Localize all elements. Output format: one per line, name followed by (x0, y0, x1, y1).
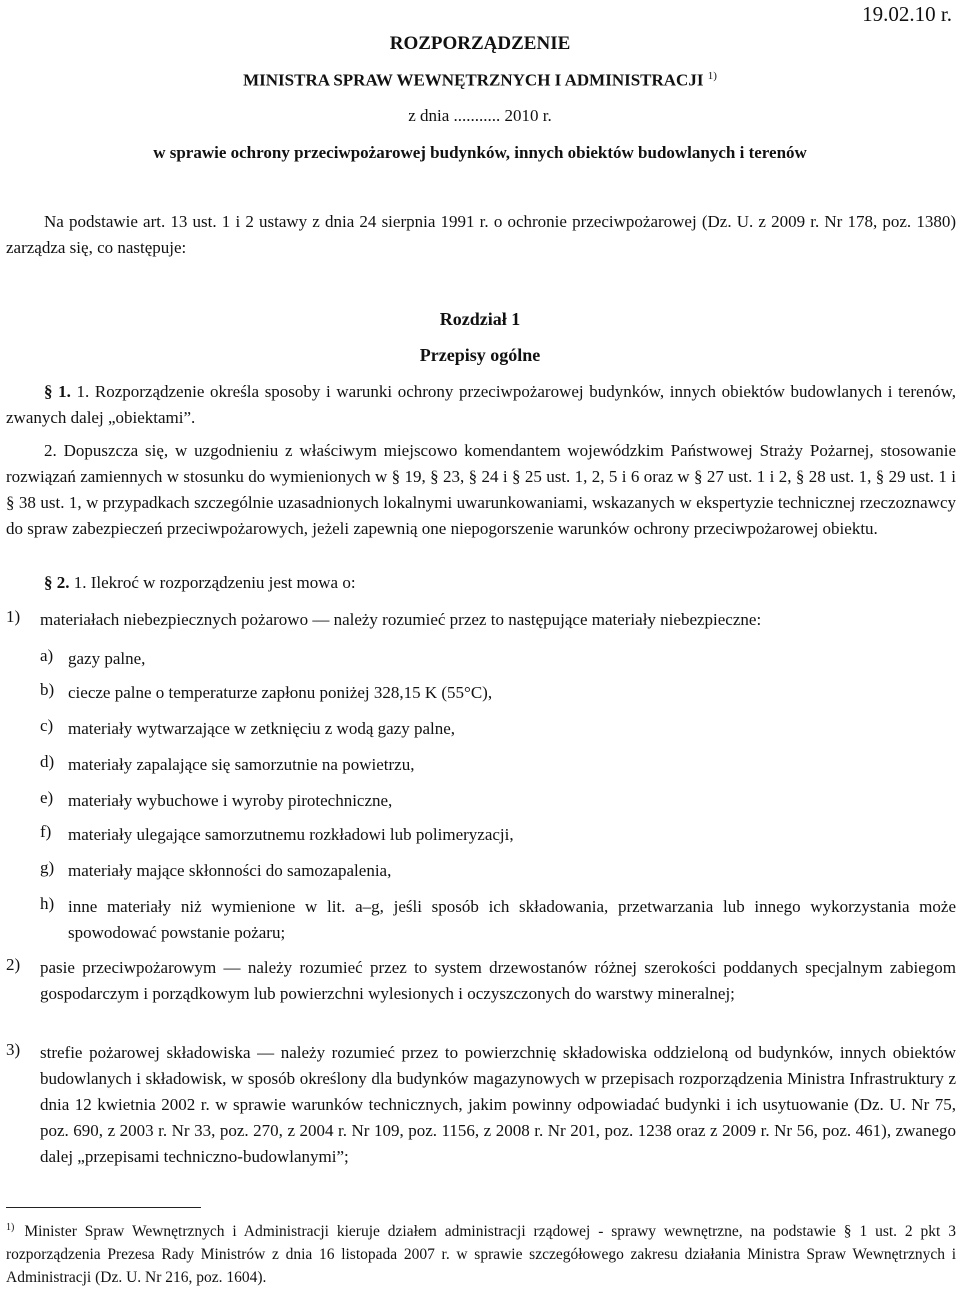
material-text: materiały ulegające samorzutnemu rozkładowi lub polimeryzacji, (68, 825, 514, 844)
section-1-para-2: 2. Dopuszcza się, w uzgodnieniu z właściwym miejscowo komendantem wojewódzkim Państwowej Straży Pożarnej, stosowanie rozwiązań zamiennych w stosunku do wymienionych w § 19, § 23, § 24 i § 25 ust. 1, 2, 5 i 6 oraz w § 27 ust. 1 i 2, § 28 ust. 1, § 29 ust. 1 i § 38 ust. 1, w przypadkach szczególnie uzasadnionych lokalnymi uwarunkowaniami, wskazanych w ekspertyzie technicznej rzeczoznawcy do spraw zabezpieczeń przeciwpożarowych, jeżeli zapewnią one niepogorszenie warunków ochrony przeciwpożarowej obiektu. (6, 441, 956, 538)
material-text: gazy palne, (68, 649, 146, 668)
preamble: Na podstawie art. 13 ust. 1 i 2 ustawy z dnia 24 sierpnia 1991 r. o ochronie przeciwpożarowej (Dz. U. z 2009 r. Nr 178, poz. 1380) zarządza się, co następuje: (6, 212, 956, 257)
material-item (40, 646, 956, 672)
chapter-label: Rozdział 1 (439, 309, 521, 329)
material-item (40, 788, 956, 814)
material-item (40, 752, 956, 778)
material-letter: b) (40, 680, 55, 699)
material-item (40, 680, 956, 706)
material-text: materiały mające skłonności do samozapalenia, (68, 861, 392, 880)
material-item (40, 858, 956, 884)
material-text: materiały wytwarzające w zetknięciu z wodą gazy palne, (68, 719, 456, 738)
footnote-separator (6, 1207, 201, 1208)
material-text: materiały wybuchowe i wyroby pirotechniczne, (68, 791, 393, 810)
material-letter: c) (40, 716, 54, 735)
footnote-mark: 1) (6, 1222, 15, 1233)
material-item (40, 894, 956, 946)
material-letter: a) (40, 646, 54, 665)
definition-text: materiałach niebezpiecznych pożarowo — należy rozumieć przez to następujące materiały niebezpieczne: (40, 610, 762, 629)
definition-item (6, 955, 956, 1007)
definition-item (6, 1040, 956, 1170)
material-item (40, 822, 956, 848)
definition-text: strefie pożarowej składowiska — należy rozumieć przez to powierzchnię składowiska oddzieloną od budynków, innych obiektów budowlanych i składowisk, w sposób określony dla budynków magazynowych w przepisach rozporządzenia Ministra Infrastruktury z dnia 12 kwietnia 2002 r. w sprawie warunków technicznych, jakim powinny odpowiadać budynki i ich usytuowanie (Dz. U. Nr 75, poz. 690, z 2003 r. Nr 33, poz. 270, z 2004 r. Nr 109, poz. 1156, z 2008 r. Nr 201, poz. 1238 oraz z 2009 r. Nr 56, poz. 461), zwanego dalej „przepisami techniczno-budowlanymi”; (40, 1043, 956, 1166)
material-letter: e) (40, 788, 54, 807)
issuer-name: MINISTRA SPRAW WEWNĘTRZNYCH I ADMINISTRACJI (243, 70, 704, 90)
section-1-text: 1. Rozporządzenie określa sposoby i warunki ochrony przeciwpożarowej budynków, innych obiektów budowlanych i terenów, zwanych dalej „obiektami”. (6, 382, 957, 427)
definition-number: 1) (6, 607, 21, 626)
document-subject: w sprawie ochrony przeciwpożarowej budynków, innych obiektów budowlanych i terenów (153, 143, 807, 162)
chapter-title: Przepisy ogólne (419, 345, 541, 365)
material-letter: f) (40, 822, 52, 841)
section-2-number: § 2. (44, 573, 70, 592)
material-text: materiały zapalające się samorzutnie na powietrzu, (68, 755, 415, 774)
document-title: ROZPORZĄDZENIE (389, 33, 571, 54)
definition-text: pasie przeciwpożarowym — należy rozumieć przez to system drzewostanów różnej szerokości poddanych specjalnym zabiegom gospodarczym i porządkowym lub powierzchni wylesionych i oczyszczonych do warstwy mineralnej; (40, 958, 956, 1003)
section-1-para-1 (6, 379, 956, 431)
document-date: 19.02.10 r. (862, 2, 952, 26)
material-letter: h) (40, 894, 55, 913)
material-letter: g) (40, 858, 55, 877)
footnote-text: Minister Spraw Wewnętrznych i Administracji kieruje działem administracji rządowej - sprawy wewnętrzne, na podstawie § 1 ust. 2 pkt 3 rozporządzenia Prezesa Rady Ministrów z dnia 16 listopada 2007 r. w sprawie szczegółowego zakresu działania Ministra Spraw Wewnętrznych i Administracji (Dz. U. Nr 216, poz. 1604). (6, 1223, 956, 1287)
footnote (6, 1216, 956, 1289)
material-text: inne materiały niż wymienione w lit. a–g, jeśli sposób ich składowania, przetwarzania lub innego wykorzystania może spowodować powstanie pożaru; (68, 897, 956, 942)
issuer-line (0, 70, 960, 91)
material-text: ciecze palne o temperaturze zapłonu poniżej 328,15 K (55°C), (68, 683, 493, 702)
section-2-text: 1. Ilekroć w rozporządzeniu jest mowa o: (73, 573, 356, 592)
footnote-reference[interactable]: 1) (707, 70, 717, 82)
material-item (40, 716, 956, 742)
section-1-number: § 1. (44, 382, 71, 401)
definition-item (6, 607, 956, 633)
definition-number: 3) (6, 1040, 21, 1059)
definition-number: 2) (6, 955, 21, 974)
section-2-para-1 (44, 573, 356, 593)
document-dated: z dnia ........... 2010 r. (408, 106, 552, 125)
material-letter: d) (40, 752, 55, 771)
